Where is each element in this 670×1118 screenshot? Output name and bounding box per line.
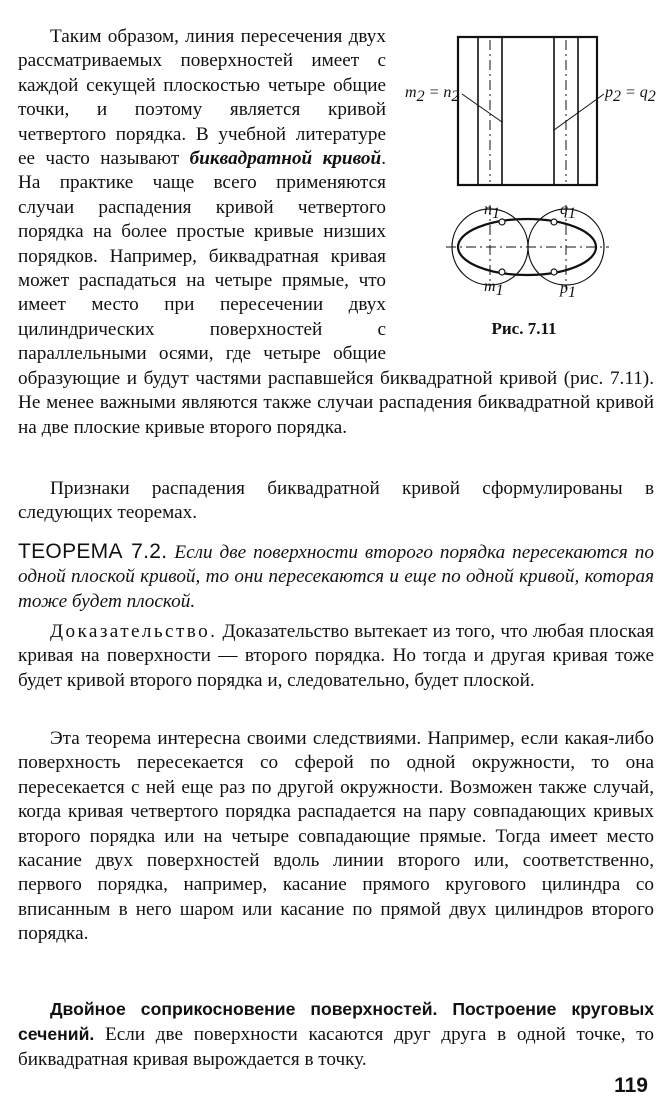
section-heading-double-contact: Двойное соприкосновение поверхностей. Построение круговых сечений. — [18, 999, 654, 1045]
term-biquadratic-curve: биквадратной кривой — [189, 148, 382, 170]
theorem-7-2 — [18, 540, 654, 614]
paragraph-consequences-text: Эта теорема интересна своими следствиями. Например, если какая-либо поверхность пересекается со сферой по одной окружности, то она пересекается с ней еще раз по другой окружности. Возможен также случай, когда кривая четвертого порядка распадается на пару совпадающих кривых второго порядка или на четыре совпадающие прямые. Тогда имеет место касание двух поверхностей вдоль линии второго или, соответственно, первого порядка, например, касание прямого кругового цилиндра со вписанным в него шаром или касание по прямой двух цилиндров второго порядка. — [18, 728, 654, 945]
paragraph-signs-text: Признаки распадения биквадратной кривой сформулированы в следующих теоремах. — [18, 478, 654, 524]
paragraph-signs — [18, 477, 654, 526]
label-m1: m1 — [484, 278, 504, 299]
label-p2-q2: p2 = q2 — [605, 84, 656, 105]
paragraph-double-contact-text: Если две поверхности касаются друг друга в одной точке, то биквадратная кривая вырождается в точку. — [18, 1024, 654, 1070]
theorem-heading: ТЕОРЕМА 7.2. — [18, 540, 168, 563]
label-n1: n1 — [484, 201, 500, 222]
proof-label: Доказательство. — [50, 621, 218, 642]
label-p1: p1 — [560, 280, 576, 301]
figure-float-spacer — [386, 25, 654, 363]
paragraph-intro-text: Таким образом, линия пересечения двух рассматриваемых поверхностей имеет с каждой секущей плоскостью четыре общие точки, и поэтому является кривой четвертого порядка. В учебной литературе ее часто называют биквадратной кривой. На практике чаще всего применяются случаи распадения кривой четвертого порядка на более простые кривые низших порядков. Например, биквадратная кривая может распадаться на четыре прямые, что имеет место при пересечении двух цилиндрических поверхностей с параллельными осями, где четыре общие образующие и будут частями распавшейся биквадратной кривой (рис. 7.11). Не менее важными являются также случаи распадения биквадратной кривой на две плоские кривые второго порядка. — [18, 26, 654, 438]
label-m2-n2: m2 = n2 — [405, 84, 460, 105]
theorem-statement: Если две поверхности второго порядка пересекаются по одной плоской кривой, то они пересекаются и еще по одной кривой, которая тоже будет плоской. — [18, 542, 654, 612]
paragraph-consequences — [18, 727, 654, 947]
page-number: 119 — [614, 1074, 648, 1097]
figure-caption: Рис. 7.11 — [491, 319, 557, 338]
proof — [18, 620, 654, 693]
paragraph-double-contact — [18, 997, 654, 1072]
proof-text: Доказательство вытекает из того, что любая плоская кривая на поверхности — второго порядка. Но тогда и другая кривая тоже будет кривой второго порядка и, следовательно, будет плоской. — [18, 621, 654, 691]
label-q1: q1 — [560, 201, 576, 222]
